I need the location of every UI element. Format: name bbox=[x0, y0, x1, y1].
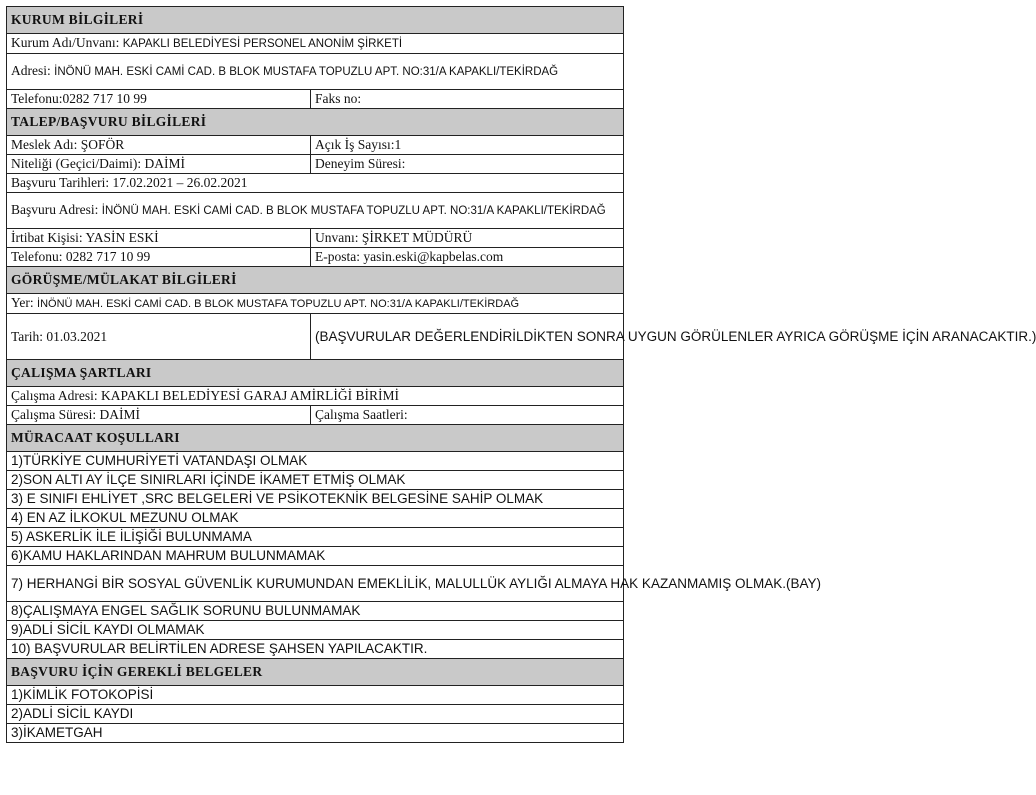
calisma-adres: Çalışma Adresi: KAPAKLI BELEDİYESİ GARAJ AMİRLİĞİ BİRİMİ bbox=[7, 387, 624, 406]
muracaat-item: 1)TÜRKİYE CUMHURİYETİ VATANDAŞI OLMAK bbox=[7, 452, 624, 471]
talep-adres-cell bbox=[7, 193, 624, 229]
kurum-name-label: Kurum Adı/Unvanı: bbox=[11, 35, 120, 50]
muracaat-item: 8)ÇALIŞMAYA ENGEL SAĞLIK SORUNU BULUNMAMAK bbox=[7, 602, 624, 621]
talep-acik-is: Açık İş Sayısı:1 bbox=[311, 136, 624, 155]
muracaat-item: 5) ASKERLİK İLE İLİŞİĞİ BULUNMAMA bbox=[7, 528, 624, 547]
kurum-address-cell bbox=[7, 54, 624, 90]
muracaat-item: 4) EN AZ İLKOKUL MEZUNU OLMAK bbox=[7, 509, 624, 528]
kurum-phone: Telefonu:0282 717 10 99 bbox=[7, 90, 311, 109]
talep-adres-value: İNÖNÜ MAH. ESKİ CAMİ CAD. B BLOK MUSTAFA TOPUZLU APT. NO:31/A KAPAKLI/TEKİRDAĞ bbox=[101, 205, 606, 217]
gorusme-tarih: Tarih: 01.03.2021 bbox=[7, 314, 311, 360]
belge-item: 2)ADLİ SİCİL KAYDI bbox=[7, 705, 624, 724]
gorusme-yer-cell bbox=[7, 294, 624, 314]
talep-eposta: E-posta: yasin.eski@kapbelas.com bbox=[311, 248, 624, 267]
belge-item: 1)KİMLİK FOTOKOPİSİ bbox=[7, 686, 624, 705]
muracaat-item: 6)KAMU HAKLARINDAN MAHRUM BULUNMAMAK bbox=[7, 547, 624, 566]
calisma-saatler: Çalışma Saatleri: bbox=[311, 406, 624, 425]
talep-irtibat: İrtibat Kişisi: YASİN ESKİ bbox=[7, 229, 311, 248]
belge-item: 3)İKAMETGAH bbox=[7, 724, 624, 743]
talep-telefon: Telefonu: 0282 717 10 99 bbox=[7, 248, 311, 267]
muracaat-item: 7) HERHANGİ BİR SOSYAL GÜVENLİK KURUMUNDAN EMEKLİLİK, MALULLÜK AYLIĞI ALMAYA HAK KAZANMAMIŞ OLMAK.(BAY) bbox=[7, 566, 624, 602]
kurum-name-cell bbox=[7, 34, 624, 54]
gorusme-not: (BAŞVURULAR DEĞERLENDİRİLDİKTEN SONRA UYGUN GÖRÜLENLER AYRICA GÖRÜŞME İÇİN ARANACAKTIR.) bbox=[311, 314, 624, 360]
kurum-address-value: İNÖNÜ MAH. ESKİ CAMİ CAD. B BLOK MUSTAFA TOPUZLU APT. NO:31/A KAPAKLI/TEKİRDAĞ bbox=[54, 66, 559, 78]
kurum-name-value: KAPAKLI BELEDİYESİ PERSONEL ANONİM ŞİRKETİ bbox=[122, 38, 403, 50]
section-calisma-heading: ÇALIŞMA ŞARTLARI bbox=[7, 360, 624, 387]
gorusme-yer-value: İNÖNÜ MAH. ESKİ CAMİ CAD. B BLOK MUSTAFA TOPUZLU APT. NO:31/A KAPAKLI/TEKİRDAĞ bbox=[37, 298, 520, 310]
section-kurum-heading: KURUM BİLGİLERİ bbox=[7, 7, 624, 34]
talep-meslek: Meslek Adı: ŞOFÖR bbox=[7, 136, 311, 155]
section-talep-heading: TALEP/BAŞVURU BİLGİLERİ bbox=[7, 109, 624, 136]
section-muracaat-heading: MÜRACAAT KOŞULLARI bbox=[7, 425, 624, 452]
talep-nitelik: Niteliği (Geçici/Daimi): DAİMİ bbox=[7, 155, 311, 174]
muracaat-item: 2)SON ALTI AY İLÇE SINIRLARI İÇİNDE İKAMET ETMİŞ OLMAK bbox=[7, 471, 624, 490]
talep-tarihler: Başvuru Tarihleri: 17.02.2021 – 26.02.2021 bbox=[7, 174, 624, 193]
kurum-fax: Faks no: bbox=[311, 90, 624, 109]
calisma-sure: Çalışma Süresi: DAİMİ bbox=[7, 406, 311, 425]
kurum-address-label: Adresi: bbox=[11, 63, 51, 78]
gorusme-yer-label: Yer: bbox=[11, 295, 34, 310]
muracaat-item: 9)ADLİ SİCİL KAYDI OLMAMAK bbox=[7, 621, 624, 640]
form-table bbox=[6, 6, 1036, 743]
muracaat-item: 10) BAŞVURULAR BELİRTİLEN ADRESE ŞAHSEN YAPILACAKTIR. bbox=[7, 640, 624, 659]
talep-unvan: Unvanı: ŞİRKET MÜDÜRÜ bbox=[311, 229, 624, 248]
muracaat-item: 3) E SINIFI EHLİYET ,SRC BELGELERİ VE PSİKOTEKNİK BELGESİNE SAHİP OLMAK bbox=[7, 490, 624, 509]
talep-adres-label: Başvuru Adresi: bbox=[11, 202, 99, 217]
section-belgeler-heading: BAŞVURU İÇİN GEREKLİ BELGELER bbox=[7, 659, 624, 686]
section-gorusme-heading: GÖRÜŞME/MÜLAKAT BİLGİLERİ bbox=[7, 267, 624, 294]
talep-deneyim: Deneyim Süresi: bbox=[311, 155, 624, 174]
